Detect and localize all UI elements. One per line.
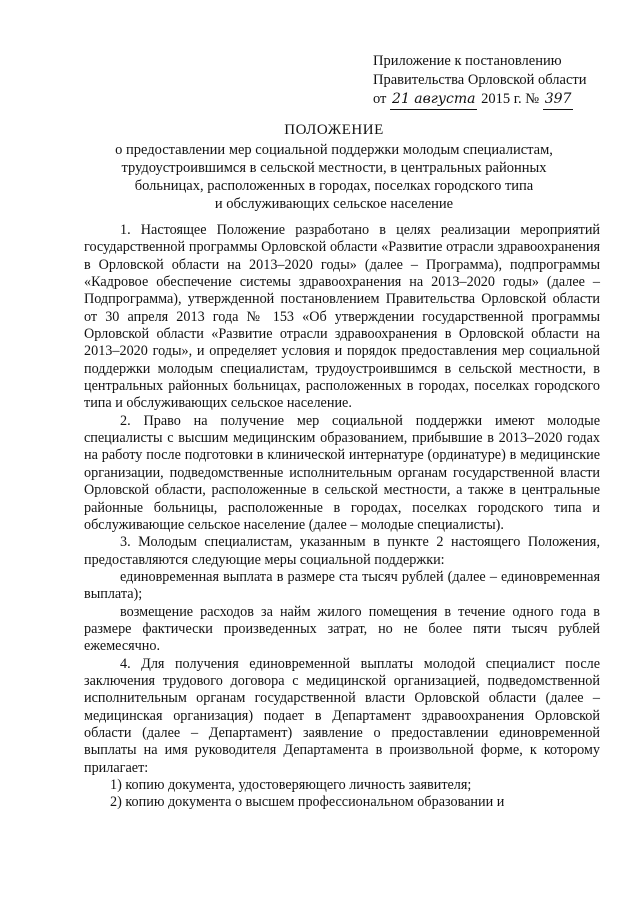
- handwritten-date: 21 августа: [390, 90, 477, 110]
- paragraph-1: 1. Настоящее Положение разработано в целях реализации мероприятий государственной программы Орловской области «Развитие отрасли здравоохранения в Орловской области на 2013–2020 годы» (далее – Программа), подпрограммы «Кадровое обеспечение системы здравоохранения на 2013–2020 годы» (далее – Подпрограмма), утвержденной постановлением Правительства Орловской области от 30 апреля 2013 года № 153 «Об утверждении государственной программы Орловской области «Развитие отрасли здравоохранения в Орловской области на 2013–2020 годы», и определяет условия и порядок предоставления мер социальной поддержки молодым специалистам, трудоустроившимся в сельской местности, в центральных районных больницах, расположенных в городах, поселках городского типа и обслуживающих сельское население.: [84, 222, 600, 412]
- title-main: ПОЛОЖЕНИЕ: [284, 122, 384, 138]
- header-line-3: [373, 90, 587, 110]
- from-label: от: [373, 91, 387, 107]
- title-subline-3: больницах, расположенных в городах, поселках городского типа: [134, 178, 534, 194]
- document-title: [84, 121, 584, 213]
- paragraph-2: 2. Право на получение мер социальной поддержки имеют молодые специалисты с высшим медицинским образованием, прибывшие в 2013–2020 годах на работу после подготовки в клинической интернатуре (ординатуре) в медицинские организации, подведомственные исполнительным органам государственной власти Орловской области, расположенные в сельской местности, а также в центральные районные больницы, расположенные в городах, поселках городского типа и обслуживающие сельское население (далее – молодые специалисты).: [84, 412, 600, 533]
- paragraph-3-measure-2: возмещение расходов за найм жилого помещения в течение одного года в размере фактически произведенных затрат, но не более пяти тысяч рублей ежемесячно.: [84, 603, 600, 655]
- document-body: [84, 222, 600, 812]
- appendix-header: [373, 52, 587, 110]
- title-subline-1: о предоставлении мер социальной поддержки молодым специалистам,: [115, 142, 553, 158]
- handwritten-number: 397: [543, 90, 574, 110]
- paragraph-3-measure-1: единовременная выплата в размере ста тысяч рублей (далее – единовременная выплата);: [84, 568, 600, 603]
- title-subline-4: и обслуживающих сельское население: [214, 196, 454, 212]
- year-text: 2015 г.: [481, 91, 522, 107]
- title-subline-2: трудоустроившимся в сельской местности, в центральных районных: [121, 160, 547, 176]
- number-label: №: [525, 91, 540, 107]
- header-line-1: Приложение к постановлению: [373, 53, 562, 69]
- paragraph-3: 3. Молодым специалистам, указанным в пункте 2 настоящего Положения, предоставляются следующие меры социальной поддержки:: [84, 534, 600, 568]
- paragraph-4: 4. Для получения единовременной выплаты молодой специалист после заключения трудового договора с медицинской организацией, подведомственной исполнительным органам государственной власти Орловской области (далее – медицинская организация) подает в Департамент здравоохранения Орловской области (далее – Департамент) заявление о предоставлении единовременной выплаты на имя руководителя Департамента в произвольной форме, к которому прилагает:: [84, 655, 600, 776]
- list-item-1: 1) копию документа, удостоверяющего личность заявителя;: [110, 777, 472, 793]
- header-line-2: Правительства Орловской области: [373, 72, 587, 88]
- list-item-2: 2) копию документа о высшем профессиональном образовании и: [110, 794, 505, 811]
